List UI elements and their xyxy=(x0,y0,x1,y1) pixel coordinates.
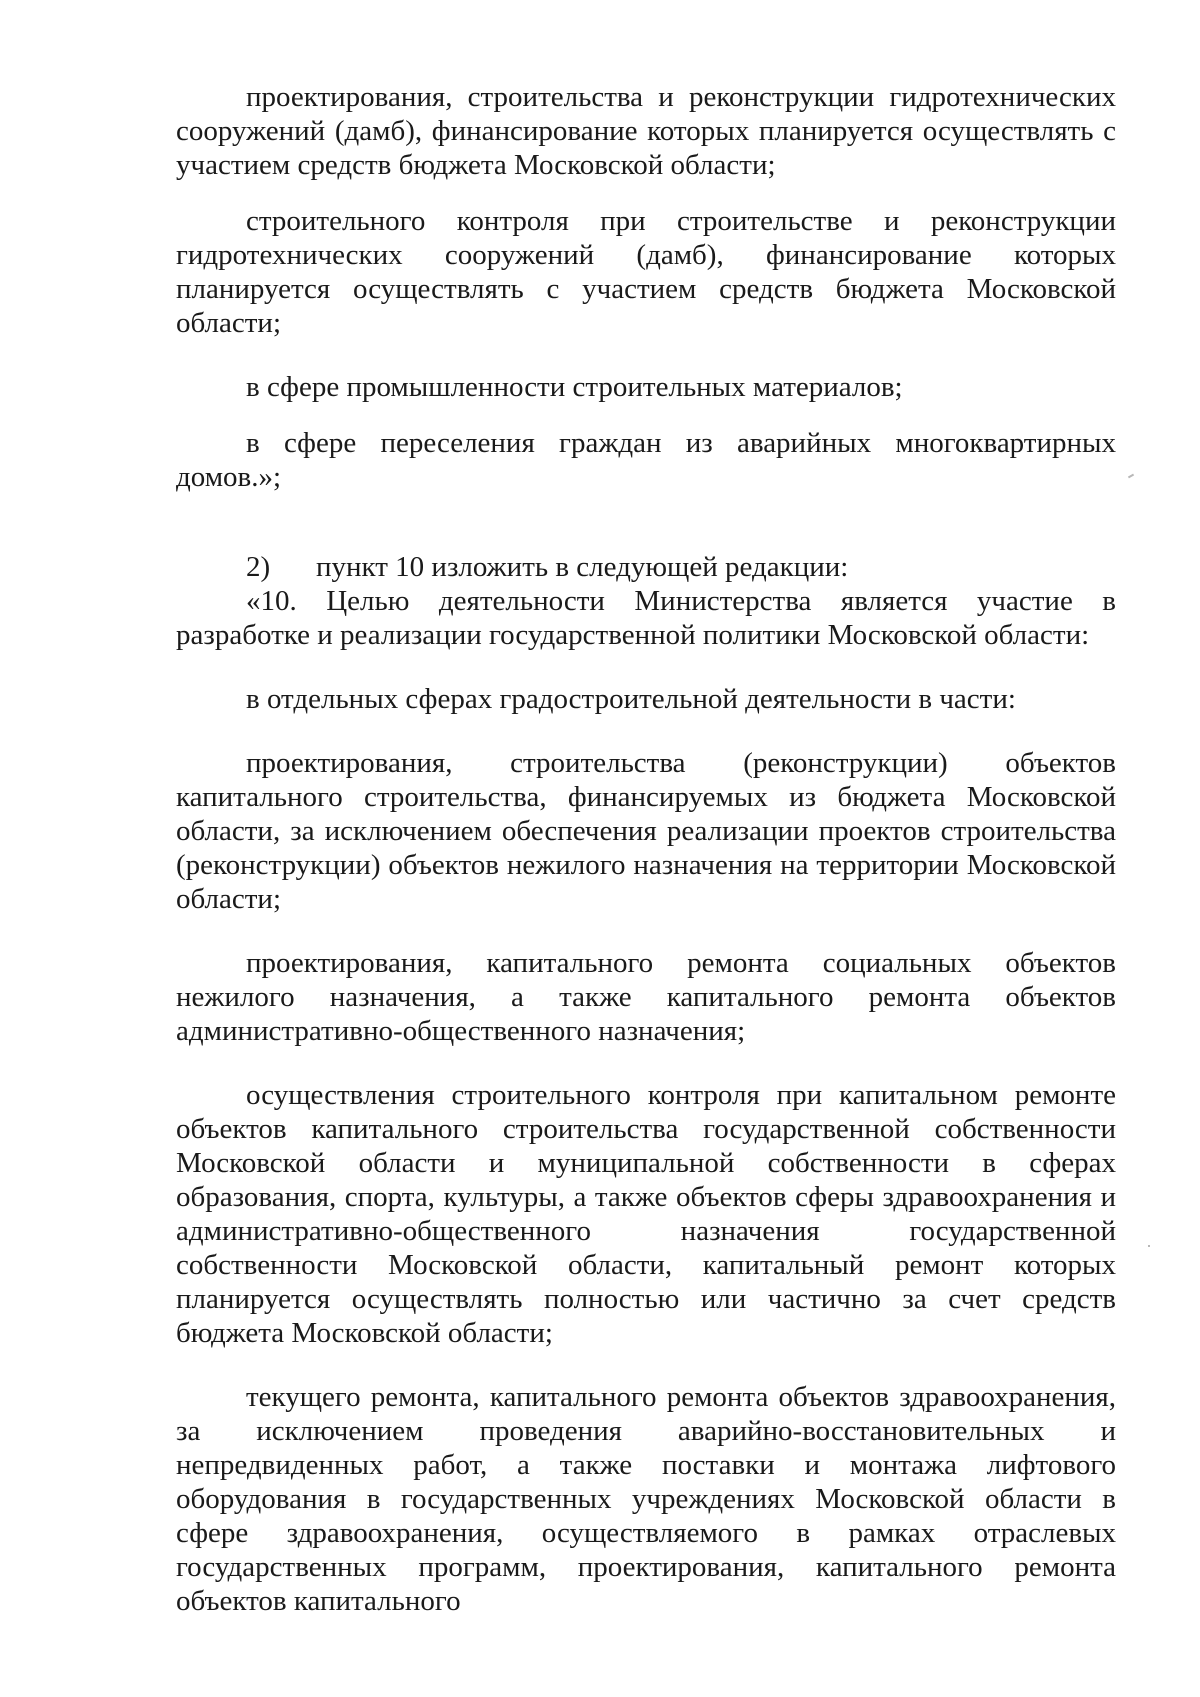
paragraph-2: строительного контроля при строительстве и реконструкции гидротехнических сооружений (дамб), финансирование которых планируется осуществлять с участием средств бюджета Московской области; xyxy=(176,205,1116,339)
paragraph-8: проектирования, капитального ремонта социальных объектов нежилого назначения, а также капитального ремонта объектов административно-общественного назначения; xyxy=(176,947,1116,1047)
document-body xyxy=(176,80,1116,1618)
paragraph-3: в сфере промышленности строительных материалов; xyxy=(246,371,903,403)
paragraph-10: текущего ремонта, капитального ремонта объектов здравоохранения, за исключением проведения аварийно-восстановительных и непредвиденных работ, а также поставки и монтажа лифтового оборудования в государственных учреждениях Московской области в сфере здравоохранения, осуществляемого в рамках отраслевых государственных программ, проектирования, капитального ремонта объектов капитального xyxy=(176,1381,1116,1617)
paragraph-1: проектирования, строительства и реконструкции гидротехнических сооружений (дамб), финансирование которых планируется осуществлять с участием средств бюджета Московской области; xyxy=(176,81,1116,181)
scan-speck xyxy=(1128,474,1134,479)
paragraph-6: в отдельных сферах градостроительной деятельности в части: xyxy=(246,683,1016,715)
paragraph-4: в сфере переселения граждан из аварийных многоквартирных домов.»; xyxy=(176,427,1116,493)
list-item-number: 2) xyxy=(246,551,271,583)
paragraph-5: «10. Целью деятельности Министерства является участие в разработке и реализации государственной политики Московской области: xyxy=(176,585,1116,651)
list-item-text: пункт 10 изложить в следующей редакции: xyxy=(316,551,849,583)
scan-speck xyxy=(1148,1245,1150,1247)
paragraph-7: проектирования, строительства (реконструкции) объектов капитального строительства, финансируемых из бюджета Московской области, за исключением обеспечения реализации проектов строительства (реконструкции) объектов нежилого назначения на территории Московской области; xyxy=(176,747,1116,915)
list-item-2 xyxy=(176,550,1116,584)
paragraph-9: осуществления строительного контроля при капитальном ремонте объектов капитального строительства государственной собственности Московской области и муниципальной собственности в сферах образования, спорта, культуры, а также объектов сферы здравоохранения и административно-общественного назначения государственной собственности Московской области, капитальный ремонт которых планируется осуществлять полностью или частично за счет средств бюджета Московской области; xyxy=(176,1079,1116,1349)
